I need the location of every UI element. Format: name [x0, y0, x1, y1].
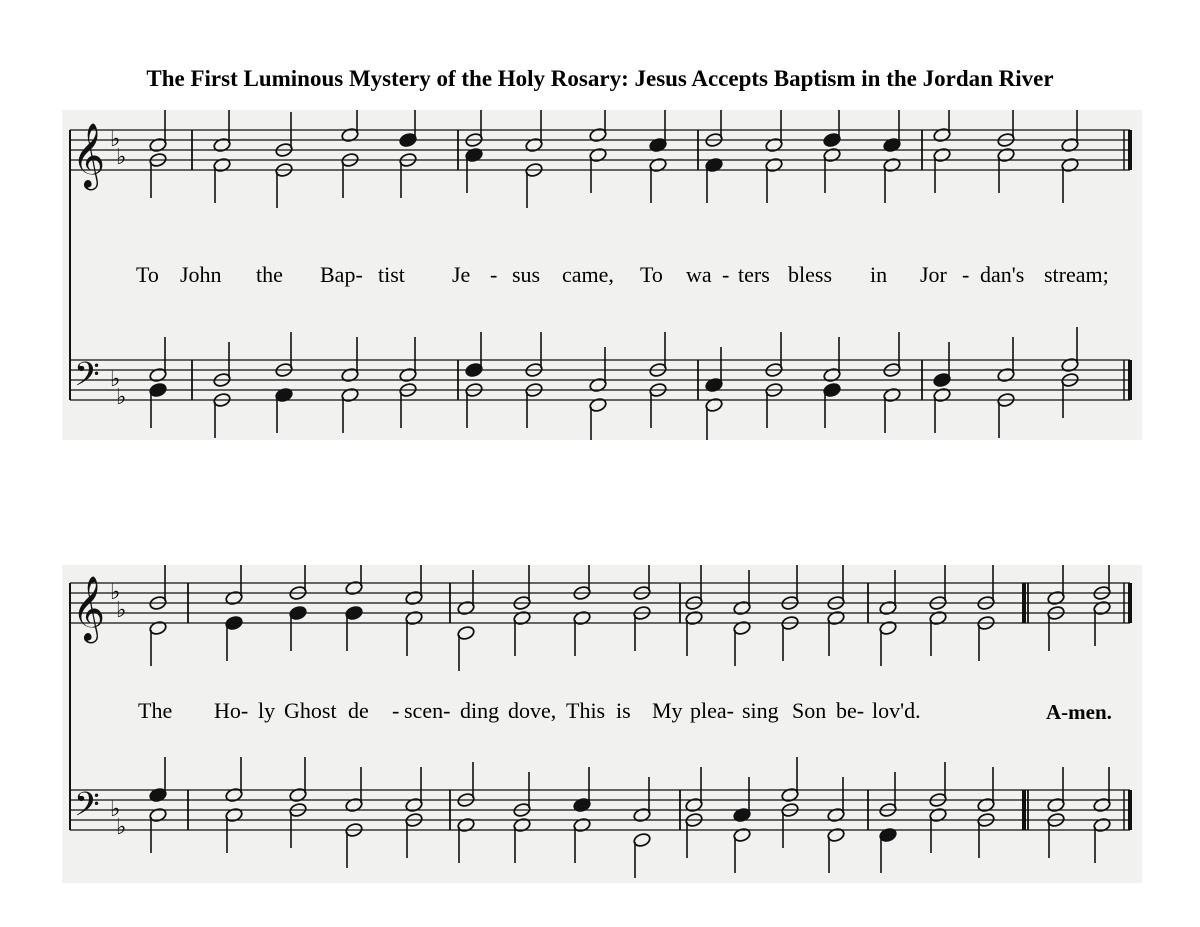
lyric-syllable: ding	[460, 698, 500, 723]
lyric-syllable: came,	[562, 262, 614, 287]
page-title: The First Luminous Mystery of the Holy Rosary: Jesus Accepts Baptism in the Jordan River	[146, 66, 1054, 91]
flat-icon: ♭	[116, 815, 127, 840]
lyric-syllable: ters	[738, 262, 770, 287]
flat-icon: ♭	[110, 580, 121, 605]
lyric-syllable: dove,	[508, 698, 557, 723]
lyric-syllable: This	[566, 698, 606, 723]
amen-label: A-men.	[1046, 700, 1112, 724]
music-system-2	[62, 565, 1142, 883]
flat-icon: ♭	[110, 127, 121, 152]
flat-icon: ♭	[110, 797, 121, 822]
lyric-syllable: sing	[742, 698, 779, 723]
flat-icon: ♭	[116, 145, 127, 170]
music-system-1	[62, 110, 1142, 440]
lyric-syllable: -	[962, 262, 970, 287]
lyric-syllable: be-	[836, 698, 865, 723]
lyric-syllable: dan's	[980, 262, 1025, 287]
lyric-syllable: To	[640, 262, 663, 287]
lyric-syllable: Je	[452, 262, 471, 287]
flat-icon: ♭	[116, 598, 127, 623]
lyric-syllable: To	[136, 262, 159, 287]
lyric-syllable: -	[392, 698, 400, 723]
lyric-syllable: The	[138, 698, 173, 723]
lyric-syllable: in	[870, 262, 888, 287]
lyric-syllable: Ho-	[214, 698, 249, 723]
lyric-syllable: ly	[258, 698, 276, 723]
lyric-syllable: tist	[378, 262, 405, 287]
lyric-syllable: the	[256, 262, 283, 287]
lyric-syllable: Jor	[920, 262, 947, 287]
lyric-syllable: -	[722, 262, 730, 287]
lyric-syllable: Ghost	[284, 698, 337, 723]
bass-clef-icon: 𝄢	[74, 786, 100, 832]
flat-icon: ♭	[116, 385, 127, 410]
lyric-syllable: Son	[792, 698, 827, 723]
flat-icon: ♭	[110, 367, 121, 392]
staff-notation-2	[62, 565, 1142, 883]
lyric-syllable: wa	[686, 262, 712, 287]
lyric-syllable: is	[616, 698, 631, 723]
lyric-syllable: lov'd.	[872, 698, 921, 723]
lyric-syllable: plea-	[690, 698, 734, 723]
lyric-syllable: Bap-	[320, 262, 363, 287]
lyric-syllable: John	[180, 262, 222, 287]
treble-clef-icon: 𝄞	[72, 123, 106, 188]
lyric-syllable: sus	[512, 262, 541, 287]
lyric-syllable: scen-	[404, 698, 451, 723]
bass-clef-icon: 𝄢	[74, 356, 100, 402]
treble-clef-icon: 𝄞	[72, 576, 106, 641]
lyric-syllable: My	[652, 698, 683, 723]
lyric-syllable: bless	[788, 262, 832, 287]
lyric-syllable: de	[348, 698, 369, 723]
lyric-syllable: -	[490, 262, 498, 287]
lyric-syllable: stream;	[1044, 262, 1109, 287]
